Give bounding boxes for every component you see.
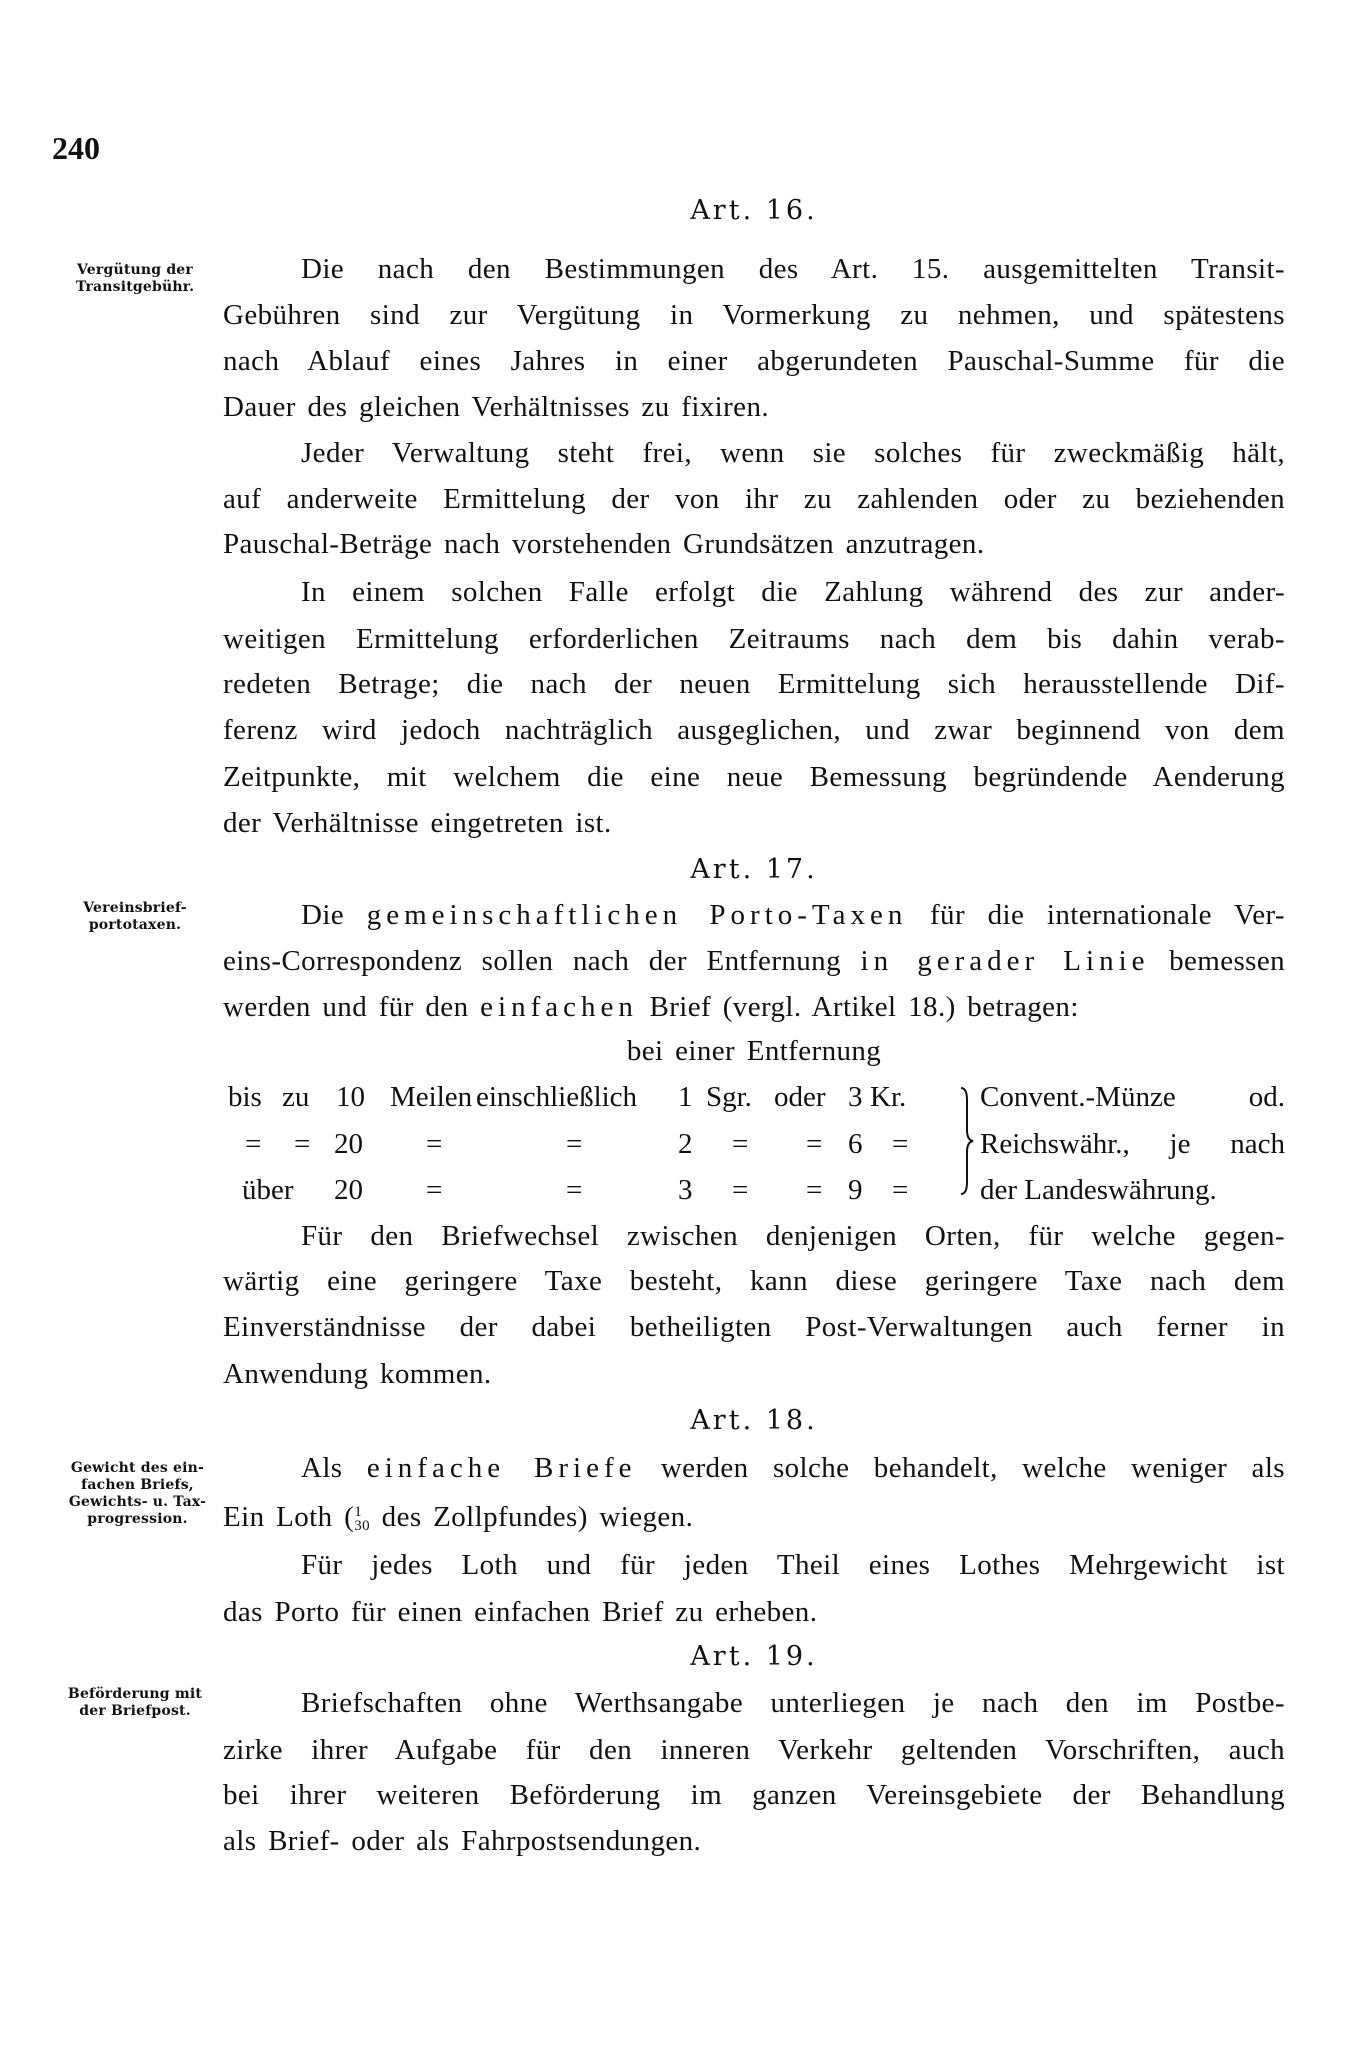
table-cell: zu bbox=[282, 1081, 310, 1113]
text-segment: Ein Loth ( bbox=[223, 1501, 355, 1533]
margin-note-line: Vergütung der bbox=[77, 262, 193, 278]
table-cell: = bbox=[892, 1174, 909, 1206]
table-caption: bei einer Entfernung bbox=[626, 1035, 882, 1067]
margin-note-line: der Briefpost. bbox=[79, 1703, 191, 1719]
table-cell: = bbox=[294, 1128, 311, 1160]
emphasized-text: gemeinschaftlichen Porto-Taxen bbox=[366, 899, 908, 931]
margin-note-line: Gewicht des ein- bbox=[70, 1460, 205, 1476]
table-cell: über bbox=[242, 1174, 294, 1206]
text-line: bei ihrer weiteren Beförderung im ganzen Vereinsgebiete der Behandlung bbox=[223, 1779, 1285, 1811]
text-line: weitigen Ermittelung erforderlichen Zeitraums nach dem bis dahin verab- bbox=[223, 623, 1285, 655]
text-segment: Brief (vergl. Artikel 18.) betragen: bbox=[649, 991, 1079, 1023]
table-cell: Kr. bbox=[870, 1081, 907, 1113]
table-cell: Meilen bbox=[390, 1081, 473, 1113]
text-segment: Als bbox=[301, 1452, 343, 1484]
table-cell: = bbox=[806, 1174, 823, 1206]
margin-note-line: fachen Briefs, bbox=[81, 1477, 194, 1493]
text-line: der Verhältnisse eingetreten ist. bbox=[223, 807, 612, 839]
text-line: Für den Briefwechsel zwischen denjenigen Orten, für welche gegen- bbox=[301, 1220, 1285, 1252]
text-line: wärtig eine geringere Taxe besteht, kann diese geringere Taxe nach dem bbox=[223, 1265, 1285, 1297]
article-heading-17: Art. 17. bbox=[690, 854, 818, 885]
margin-note-line: Beförderung mit bbox=[67, 1686, 203, 1702]
text-line: Für jedes Loth und für jeden Theil eines Lothes Mehrgewicht ist bbox=[301, 1549, 1285, 1581]
fraction bbox=[354, 1505, 370, 1533]
text-line: Gebühren sind zur Vergütung in Vormerkung zu nehmen, und spätestens bbox=[223, 299, 1285, 331]
margin-note-line: portotaxen. bbox=[88, 917, 182, 933]
table-cell: 20 bbox=[334, 1174, 363, 1206]
text-line: Pauschal-Beträge nach vorstehenden Grundsätzen anzutragen. bbox=[223, 528, 985, 560]
brace-note-line: Convent.-Münze od. bbox=[980, 1081, 1285, 1113]
text-line: nach Ablauf eines Jahres in einer abgerundeten Pauschal-Summe für die bbox=[223, 345, 1285, 377]
text-segment: werden und für den bbox=[223, 991, 469, 1023]
margin-note-line: Gewichts- u. Tax- bbox=[68, 1494, 207, 1510]
table-cell: = bbox=[426, 1128, 443, 1160]
page-number: 240 bbox=[52, 130, 100, 166]
margin-note-art16 bbox=[50, 262, 220, 296]
text-segment: Die bbox=[301, 899, 345, 931]
table-cell: = bbox=[245, 1128, 262, 1160]
text-line: Dauer des gleichen Verhältnisses zu fixiren. bbox=[223, 391, 770, 423]
table-cell: einschließlich bbox=[476, 1081, 638, 1113]
table-cell: 3 bbox=[848, 1081, 863, 1113]
margin-note-art18 bbox=[45, 1460, 230, 1528]
text-line: Zeitpunkte, mit welchem die eine neue Bemessung begründende Aenderung bbox=[223, 761, 1285, 793]
table-cell: 20 bbox=[334, 1128, 363, 1160]
table-cell: 3 bbox=[678, 1174, 693, 1206]
text-line: In einem solchen Falle erfolgt die Zahlung während des zur ander- bbox=[301, 576, 1285, 608]
table-cell: 10 bbox=[336, 1081, 365, 1113]
text-line bbox=[301, 898, 1285, 932]
emphasized-text: einfache Briefe bbox=[366, 1452, 637, 1484]
table-cell: bis bbox=[228, 1081, 262, 1113]
table-cell: 1 bbox=[678, 1081, 693, 1113]
article-heading-16: Art. 16. bbox=[690, 195, 818, 226]
text-line bbox=[223, 944, 1285, 978]
brace-note-line: der Landeswährung. bbox=[980, 1174, 1217, 1206]
fraction-denominator: 30 bbox=[354, 1518, 371, 1535]
text-line: das Porto für einen einfachen Brief zu erheben. bbox=[223, 1596, 818, 1628]
text-line: als Brief- oder als Fahrpostsendungen. bbox=[223, 1825, 702, 1857]
text-segment: eins-Correspondenz sollen nach der Entfernung bbox=[223, 945, 841, 977]
brace-note-line: Reichswähr., je nach bbox=[980, 1128, 1285, 1160]
margin-note-line: Transitgebühr. bbox=[75, 279, 195, 295]
text-line: Jeder Verwaltung steht frei, wenn sie solches für zweckmäßig hält, bbox=[301, 437, 1285, 469]
table-cell: oder bbox=[774, 1081, 826, 1113]
emphasized-text: in gerader Linie bbox=[860, 945, 1150, 977]
table-cell: = bbox=[566, 1174, 583, 1206]
text-line: Die nach den Bestimmungen des Art. 15. ausgemittelten Transit- bbox=[301, 253, 1285, 285]
table-cell: = bbox=[806, 1128, 823, 1160]
curly-brace-icon bbox=[955, 1086, 975, 1196]
text-line: Anwendung kommen. bbox=[223, 1358, 492, 1390]
article-heading-18: Art. 18. bbox=[690, 1405, 818, 1436]
table-cell: 2 bbox=[678, 1128, 693, 1160]
text-segment: für die internationale Ver- bbox=[930, 899, 1285, 931]
text-line: auf anderweite Ermittelung der von ihr zu zahlenden oder zu beziehenden bbox=[223, 483, 1285, 515]
text-line: Einverständnisse der dabei betheiligten Post-Verwaltungen auch ferner in bbox=[223, 1311, 1285, 1343]
text-line: redeten Betrage; die nach der neuen Ermittelung sich herausstellende Dif- bbox=[223, 668, 1285, 700]
table-cell: 6 bbox=[848, 1128, 863, 1160]
text-segment: werden solche behandelt, welche weniger als bbox=[660, 1452, 1285, 1484]
article-heading-19: Art. 19. bbox=[690, 1641, 818, 1672]
text-line: ferenz wird jedoch nachträglich ausgeglichen, und zwar beginnend von dem bbox=[223, 714, 1285, 746]
table-cell: = bbox=[426, 1174, 443, 1206]
table-cell: 9 bbox=[848, 1174, 863, 1206]
text-line bbox=[223, 990, 1285, 1024]
emphasized-text: einfachen bbox=[480, 991, 638, 1023]
margin-note-art17 bbox=[50, 900, 220, 934]
margin-note-line: Vereinsbrief- bbox=[83, 900, 187, 916]
table-cell: = bbox=[732, 1174, 749, 1206]
margin-note-art19 bbox=[50, 1686, 220, 1720]
text-segment: des Zollpfundes) wiegen. bbox=[370, 1501, 694, 1533]
text-line bbox=[301, 1451, 1285, 1485]
table-cell: Sgr. bbox=[706, 1081, 752, 1113]
text-line: Briefschaften ohne Werthsangabe unterliegen je nach den im Postbe- bbox=[301, 1687, 1285, 1719]
margin-note-line: progression. bbox=[87, 1511, 188, 1527]
text-line bbox=[223, 1500, 1285, 1534]
text-line: zirke ihrer Aufgabe für den inneren Verkehr geltenden Vorschriften, auch bbox=[223, 1734, 1285, 1766]
table-cell: = bbox=[732, 1128, 749, 1160]
fraction-numerator: 1 bbox=[354, 1504, 363, 1521]
table-cell: = bbox=[566, 1128, 583, 1160]
table-cell: = bbox=[892, 1128, 909, 1160]
text-segment: bemessen bbox=[1169, 945, 1286, 977]
